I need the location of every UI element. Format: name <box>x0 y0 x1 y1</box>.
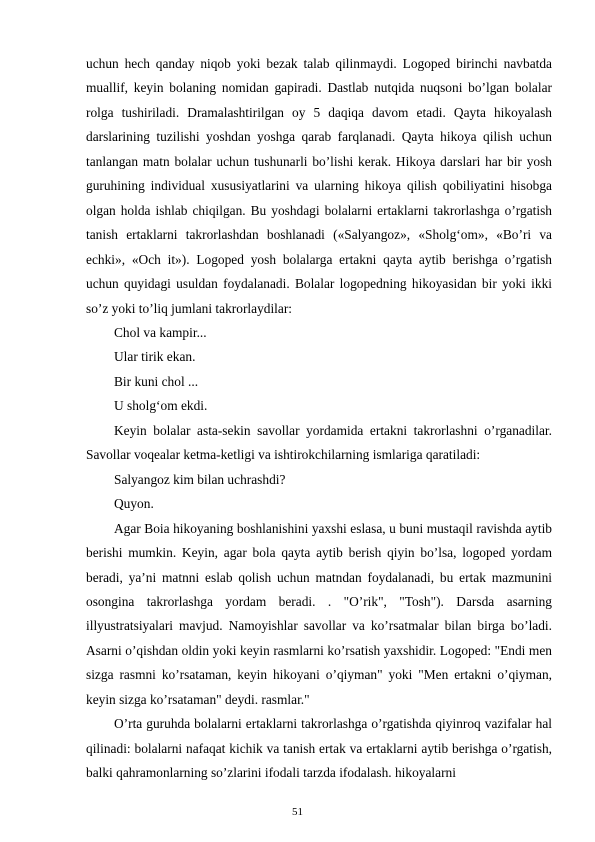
dialogue-line: Salyangoz kim bilan uchrashdi? <box>114 471 286 487</box>
dialogue-line: Ular tirik ekan. <box>114 349 196 365</box>
dialogue-line: Bir kuni chol ... <box>114 373 199 389</box>
dialogue-line: Chol va kampir... <box>114 324 207 340</box>
dialogue-line: U sholg‘om ekdi. <box>114 398 208 414</box>
paragraph: O’rta guruhda bolalarni ertaklarni takrorlashga o’rgatishda qiyinroq vazifalar hal qilinadi: bolalarni nafaqat kichik va tanish ertak va ertaklarni aytib berishga o’rgatish, balki qahramonlarning so’zlarini ifodali tarzda ifodalash. hikoyalarni <box>86 716 552 781</box>
paragraph: Keyin bolalar asta-sekin savollar yordamida ertakni takrorlashni o’rganadilar. Savollar voqealar ketma-ketligi va ishtirokchilarning ismlariga qaratiladi: <box>86 422 552 463</box>
paragraph: Agar Boia hikoyaning boshlanishini yaxshi eslasa, u buni mustaqil ravishda aytib berishi mumkin. Keyin, agar bola qayta aytib berish qiyin bo’lsa, logoped yordam beradi, ya’ni matnni eslab qolish uchun matndan foydalanadi, bu ertak mazmunini osongina takrorlashga yordam beradi. . "O’rik", "Tosh"). Darsda asarning illyustratsiyalari mavjud. Namoyishlar savollar va ko’rsatmalar bilan birga bo’ladi. Asarni o’qishdan oldin yoki keyin rasmlarni ko’rsatish yaxshidir. Logoped: "Endi men sizga rasmni ko’rsataman, keyin hikoyani o’qiyman" yoki "Men ertakni o’qiyman, keyin sizga ko’rsataman" deydi. rasmlar." <box>86 520 552 707</box>
page-number: 51 <box>292 806 303 818</box>
paragraph: uchun hech qanday niqob yoki bezak talab qilinmaydi. Logoped birinchi navbatda muallif, keyin bolaning nomidan gapiradi. Dastlab nutqida nuqsoni bo’lgan bolalar rolga tushiriladi. Dramalashtirilgan oy 5 daqiqa davom etadi. Qayta hikoyalash darslarining tuzilishi yoshdan yoshga qarab farqlanadi. Qayta hikoya qilish uchun tanlangan matn bolalar uchun tushunarli bo’lishi kerak. Hikoya darslari har bir yosh guruhining individual xususiyatlarini va ularning hikoya qilish qobiliyatini hisobga olgan holda ishlab chiqilgan. Bu yoshdagi bolalarni ertaklarni takrorlashga o’rgatish tanish ertaklarni takrorlashdan boshlanadi («Salyangoz», «Sholg‘om», «Bo’ri va echki», «Och it»). Logoped yosh bolalarga ertakni qayta aytib berishga o’rgatish uchun quyidagi usuldan foydalanadi. Bolalar logopedning hikoyasidan bir yoki ikki so’z yoki to’liq jumlani takrorlaydilar: <box>86 56 552 316</box>
document-body <box>86 52 552 786</box>
dialogue-line: Quyon. <box>114 496 154 512</box>
